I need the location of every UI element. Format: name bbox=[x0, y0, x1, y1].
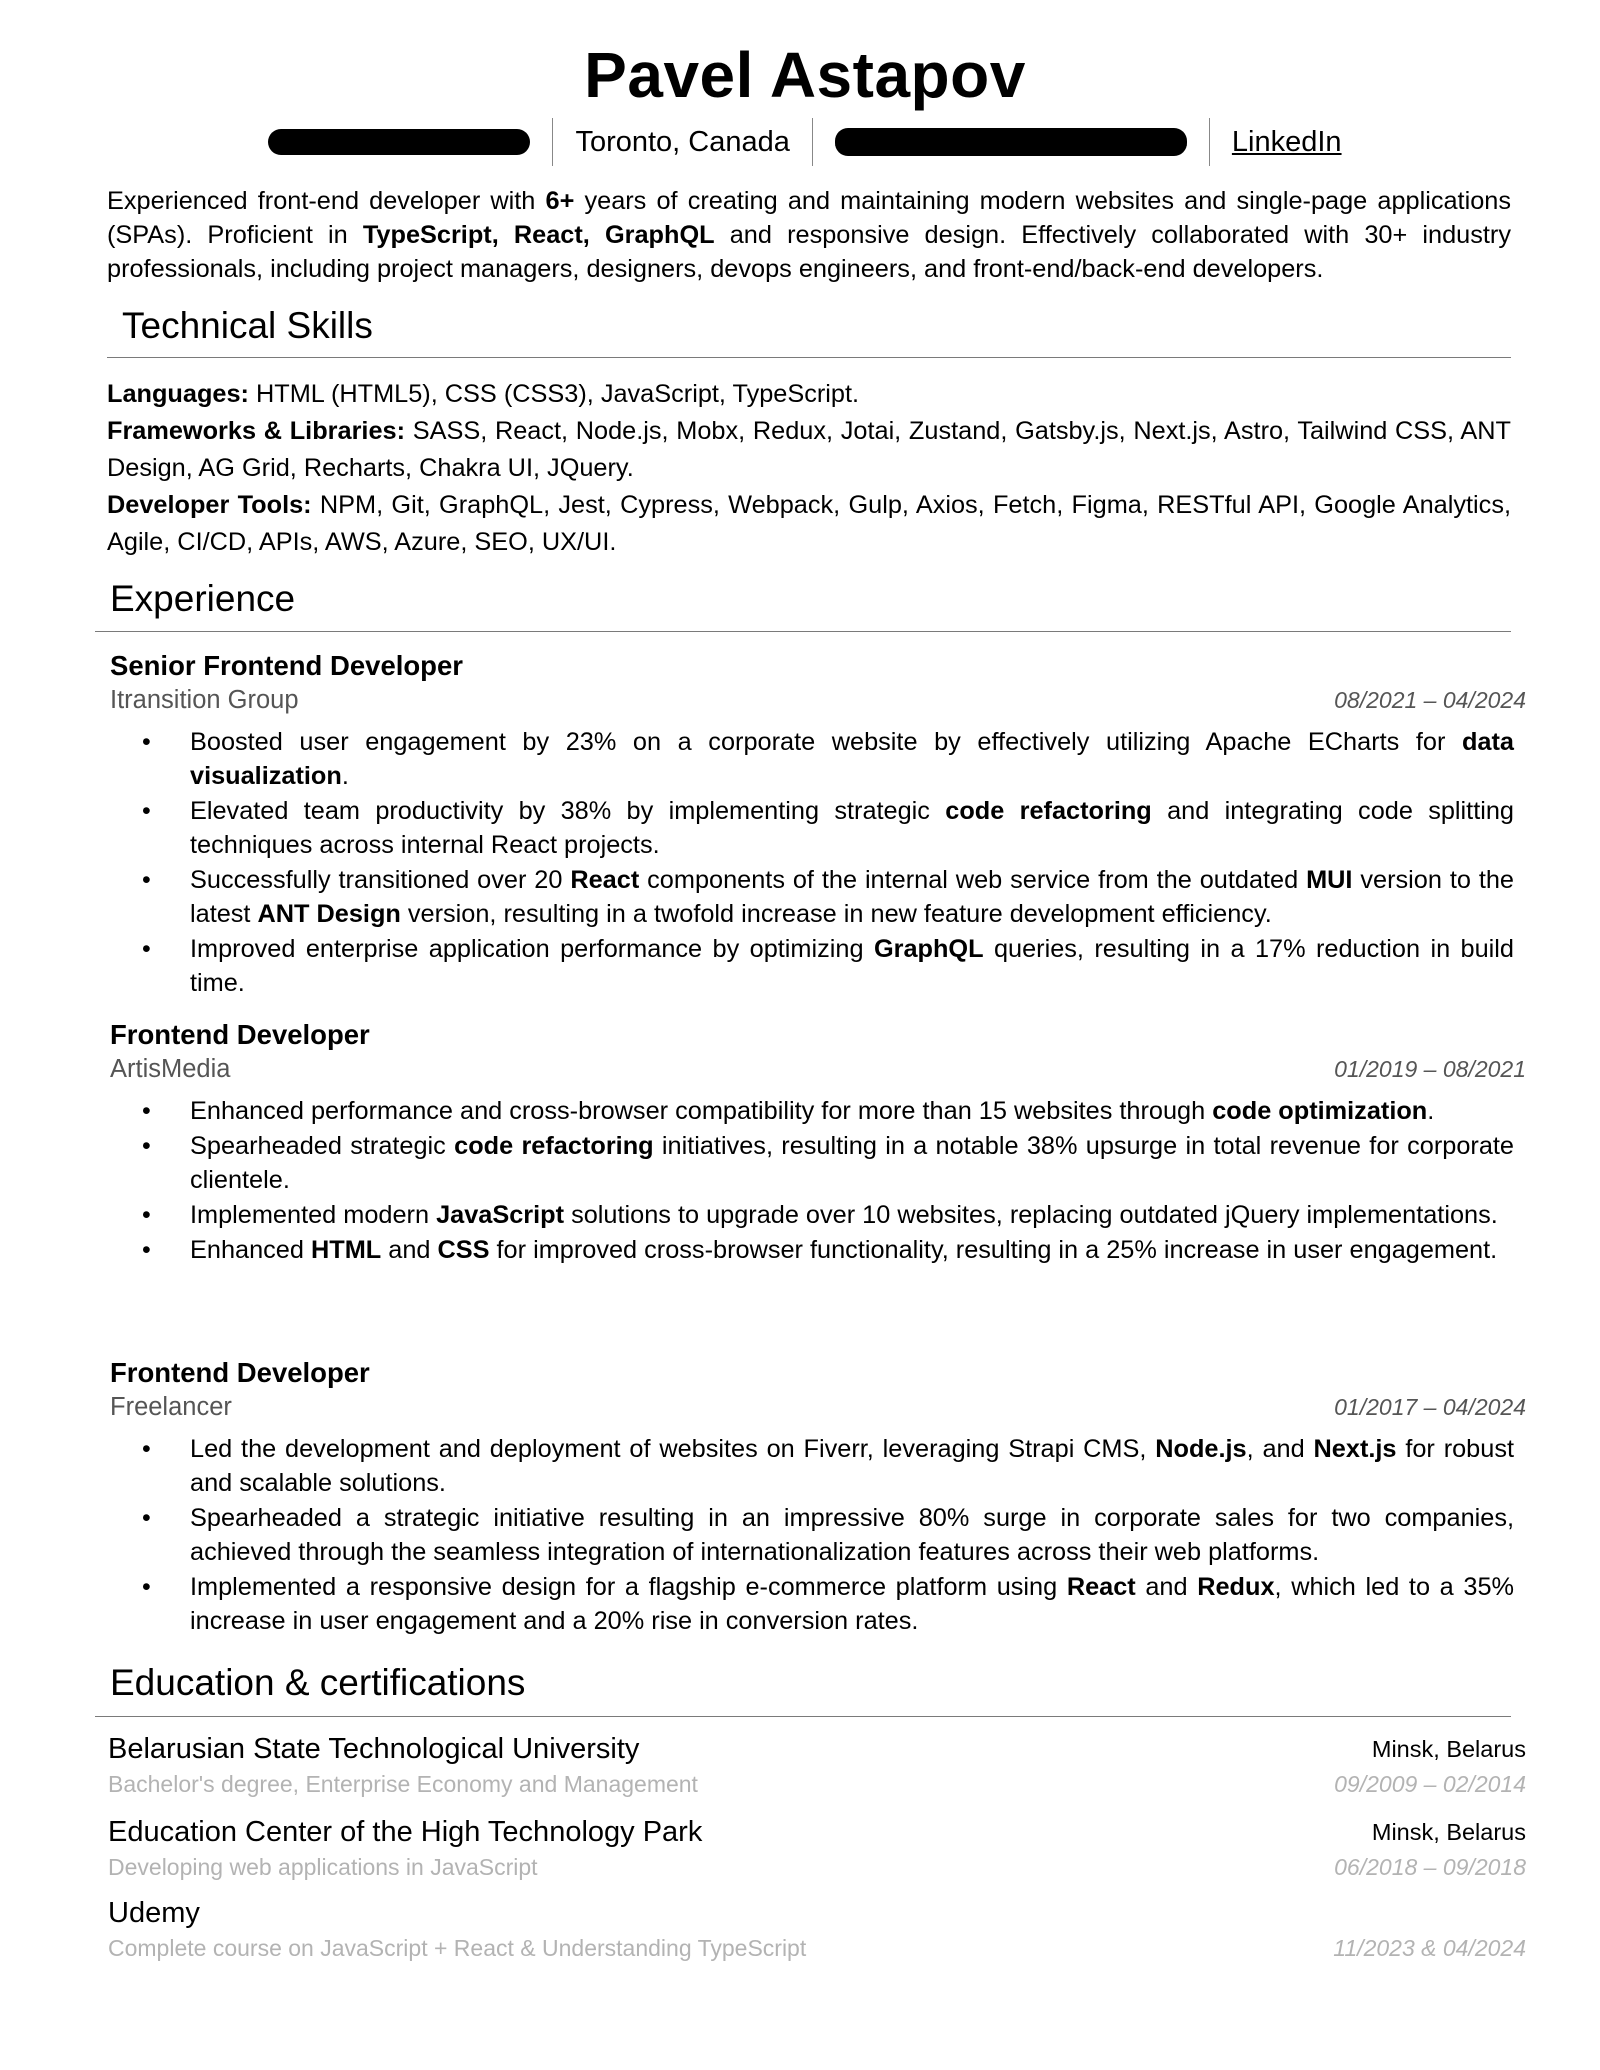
job-company: Freelancer bbox=[110, 1393, 232, 1421]
bullet-text: Implemented a responsive design for a flagship e-commerce platform using bbox=[190, 1573, 1067, 1601]
job-entry bbox=[110, 1018, 1526, 1268]
degree-description: Complete course on JavaScript + React & Understanding TypeScript bbox=[108, 1935, 807, 1961]
skills-label: Frameworks & Libraries: bbox=[107, 417, 406, 445]
job-title: Frontend Developer bbox=[110, 1019, 370, 1050]
bullet-keyword: code optimization bbox=[1212, 1097, 1428, 1125]
education-entry bbox=[108, 1813, 1526, 1883]
summary bbox=[107, 184, 1511, 286]
degree-description: Developing web applications in JavaScript bbox=[108, 1854, 538, 1880]
skills-frameworks bbox=[107, 413, 1511, 487]
bullet-keyword: JavaScript bbox=[436, 1201, 565, 1229]
job-bullet bbox=[110, 1094, 1514, 1128]
bullet-text: initiatives, resulting in a notable 38% upsurge in total revenue for corporate clientele. bbox=[190, 1132, 1514, 1194]
location: Toronto, Canada bbox=[575, 125, 790, 158]
skills-value: SASS, React, Node.js, Mobx, Redux, Jotai, Zustand, Gatsby.js, Next.js, Astro, Tailwind CSS, ANT Design, AG Grid, Recharts, Chakra UI, JQuery. bbox=[107, 417, 1511, 482]
bullet-text: and integrating code splitting techniques across internal React projects. bbox=[190, 797, 1514, 859]
bullet-text: Led the development and deployment of websites on Fiverr, leveraging Strapi CMS, bbox=[190, 1435, 1156, 1463]
job-dates: 01/2019 – 08/2021 bbox=[1334, 1056, 1526, 1082]
bullet-keyword: code refactoring bbox=[454, 1132, 654, 1160]
skills-block bbox=[107, 376, 1511, 561]
bullet-text: . bbox=[341, 762, 349, 790]
job-meta bbox=[110, 1052, 1526, 1086]
job-company: ArtisMedia bbox=[110, 1055, 231, 1083]
education-row bbox=[108, 1813, 1526, 1851]
bullet-keyword: GraphQL bbox=[873, 935, 984, 963]
redaction-mark bbox=[268, 129, 530, 155]
skills-label: Languages: bbox=[107, 380, 249, 408]
education-row bbox=[108, 1730, 1526, 1768]
job-bullet bbox=[110, 1432, 1514, 1500]
bullet-text: , and bbox=[1246, 1435, 1314, 1463]
bullet-keyword: CSS bbox=[437, 1236, 490, 1264]
summary-highlight: TypeScript, React, GraphQL bbox=[362, 221, 715, 249]
bullet-keyword: Node.js bbox=[1155, 1435, 1247, 1463]
bullet-text: Enhanced bbox=[190, 1236, 311, 1264]
job-bullets bbox=[110, 1094, 1526, 1267]
bullet-keyword: Next.js bbox=[1313, 1435, 1397, 1463]
bullet-text: and bbox=[381, 1236, 438, 1264]
bullet-text: Spearheaded strategic bbox=[190, 1132, 455, 1160]
skills-tools bbox=[107, 487, 1511, 561]
education-entry bbox=[108, 1730, 1526, 1800]
job-bullet bbox=[110, 794, 1514, 862]
job-dates: 01/2017 – 04/2024 bbox=[1334, 1394, 1526, 1420]
bullet-text: for improved cross-browser functionality, resulting in a 25% increase in user engagement. bbox=[489, 1236, 1498, 1264]
bullet-text: Enhanced performance and cross-browser compatibility for more than 15 websites through bbox=[190, 1097, 1213, 1125]
summary-text: Experienced front-end developer with bbox=[107, 187, 546, 215]
bullet-keyword: ANT Design bbox=[257, 900, 401, 928]
skills-languages bbox=[107, 376, 1511, 413]
bullet-keyword: HTML bbox=[310, 1236, 382, 1264]
institution-name: Education Center of the High Technology Park bbox=[108, 1816, 703, 1848]
bullet-text: Implemented modern bbox=[190, 1201, 437, 1229]
institution-location: Minsk, Belarus bbox=[1371, 1819, 1526, 1845]
bullet-keyword: React bbox=[570, 866, 640, 894]
job-meta bbox=[110, 1390, 1526, 1424]
contact-bar bbox=[0, 118, 1600, 166]
job-bullet bbox=[110, 1570, 1514, 1638]
linkedin-link[interactable]: LinkedIn bbox=[1231, 125, 1342, 158]
education-row bbox=[108, 1851, 1526, 1883]
bullet-text: Elevated team productivity by 38% by implementing strategic bbox=[190, 797, 946, 825]
job-bullets bbox=[110, 725, 1526, 1000]
education-row bbox=[108, 1894, 1526, 1932]
bullet-text: , which led to a 35% increase in user engagement and a 20% rise in conversion rates. bbox=[190, 1573, 1515, 1635]
linkedin-link-wrap bbox=[1210, 118, 1364, 166]
section-title-experience: Experience bbox=[110, 578, 296, 619]
degree-description: Bachelor's degree, Enterprise Economy and Management bbox=[108, 1771, 698, 1797]
skills-value: NPM, Git, GraphQL, Jest, Cypress, Webpack, Gulp, Axios, Fetch, Figma, RESTful API, Google Analytics, Agile, CI/CD, APIs, AWS, Azure, SEO, UX/UI. bbox=[107, 491, 1511, 556]
education-row bbox=[108, 1768, 1526, 1800]
bullet-text: components of the internal web service from the outdated bbox=[639, 866, 1307, 894]
bullet-keyword: React bbox=[1066, 1573, 1136, 1601]
job-title: Senior Frontend Developer bbox=[110, 650, 463, 681]
institution-location: Minsk, Belarus bbox=[1371, 1736, 1526, 1762]
bullet-keyword: code refactoring bbox=[945, 797, 1152, 825]
bullet-text: Improved enterprise application performance by optimizing bbox=[190, 935, 874, 963]
phone-redacted bbox=[246, 118, 552, 166]
bullet-keyword: data visualization bbox=[190, 728, 1514, 790]
job-bullet bbox=[110, 932, 1514, 1000]
job-company: Itransition Group bbox=[110, 686, 299, 714]
section-rule bbox=[95, 631, 1511, 632]
section-rule bbox=[107, 357, 1511, 358]
bullet-keyword: MUI bbox=[1306, 866, 1353, 894]
job-bullet bbox=[110, 1233, 1514, 1267]
bullet-text: for robust and scalable solutions. bbox=[190, 1435, 1515, 1497]
job-entry bbox=[110, 649, 1526, 1001]
skills-value: HTML (HTML5), CSS (CSS3), JavaScript, TypeScript. bbox=[248, 380, 860, 408]
education-entry bbox=[108, 1894, 1526, 1964]
candidate-name: Pavel Astapov bbox=[584, 39, 1026, 111]
bullet-text: solutions to upgrade over 10 websites, replacing outdated jQuery implementations. bbox=[564, 1201, 1498, 1229]
bullet-text: Spearheaded a strategic initiative resulting in an impressive 80% surge in corporate sales for two companies, achieved through the seamless integration of internationalization features across their web platforms. bbox=[190, 1504, 1514, 1566]
job-dates: 08/2021 – 04/2024 bbox=[1334, 687, 1526, 713]
bullet-text: version, resulting in a twofold increase in new feature development efficiency. bbox=[400, 900, 1272, 928]
summary-highlight: 6+ bbox=[545, 187, 575, 215]
job-bullets bbox=[110, 1432, 1526, 1638]
redaction-mark bbox=[835, 128, 1187, 156]
job-entry bbox=[110, 1356, 1526, 1639]
job-bullet bbox=[110, 1198, 1514, 1232]
section-title-education: Education & certifications bbox=[110, 1662, 526, 1703]
bullet-text: version to the latest bbox=[190, 866, 1514, 928]
job-bullet bbox=[110, 863, 1514, 931]
section-rule bbox=[95, 1716, 1511, 1717]
email-redacted[interactable] bbox=[813, 118, 1209, 166]
bullet-text: queries, resulting in a 17% reduction in build time. bbox=[190, 935, 1514, 997]
skills-label: Developer Tools: bbox=[107, 491, 312, 519]
job-title: Frontend Developer bbox=[110, 1357, 370, 1388]
education-dates: 11/2023 & 04/2024 bbox=[1333, 1935, 1526, 1961]
job-meta bbox=[110, 683, 1526, 717]
education-dates: 06/2018 – 09/2018 bbox=[1334, 1854, 1526, 1880]
summary-text: years of creating and maintaining modern websites and single-page applications (SPAs). Proficient in bbox=[107, 187, 1511, 249]
section-title-skills: Technical Skills bbox=[122, 305, 373, 346]
bullet-keyword: Redux bbox=[1197, 1573, 1275, 1601]
bullet-text: Successfully transitioned over 20 bbox=[190, 866, 571, 894]
bullet-text: . bbox=[1427, 1097, 1435, 1125]
education-row bbox=[108, 1932, 1526, 1964]
bullet-text: and bbox=[1135, 1573, 1198, 1601]
job-bullet bbox=[110, 1129, 1514, 1197]
institution-name: Udemy bbox=[108, 1897, 200, 1929]
job-bullet bbox=[110, 725, 1514, 793]
summary-text: and responsive design. Effectively collaborated with 30+ industry professionals, including project managers, designers, devops engineers, and front-end/back-end developers. bbox=[107, 221, 1511, 283]
bullet-text: Boosted user engagement by 23% on a corporate website by effectively utilizing Apache ECharts for bbox=[190, 728, 1462, 756]
institution-name: Belarusian State Technological University bbox=[108, 1733, 640, 1765]
job-bullet bbox=[110, 1501, 1514, 1569]
education-dates: 09/2009 – 02/2014 bbox=[1334, 1771, 1526, 1797]
